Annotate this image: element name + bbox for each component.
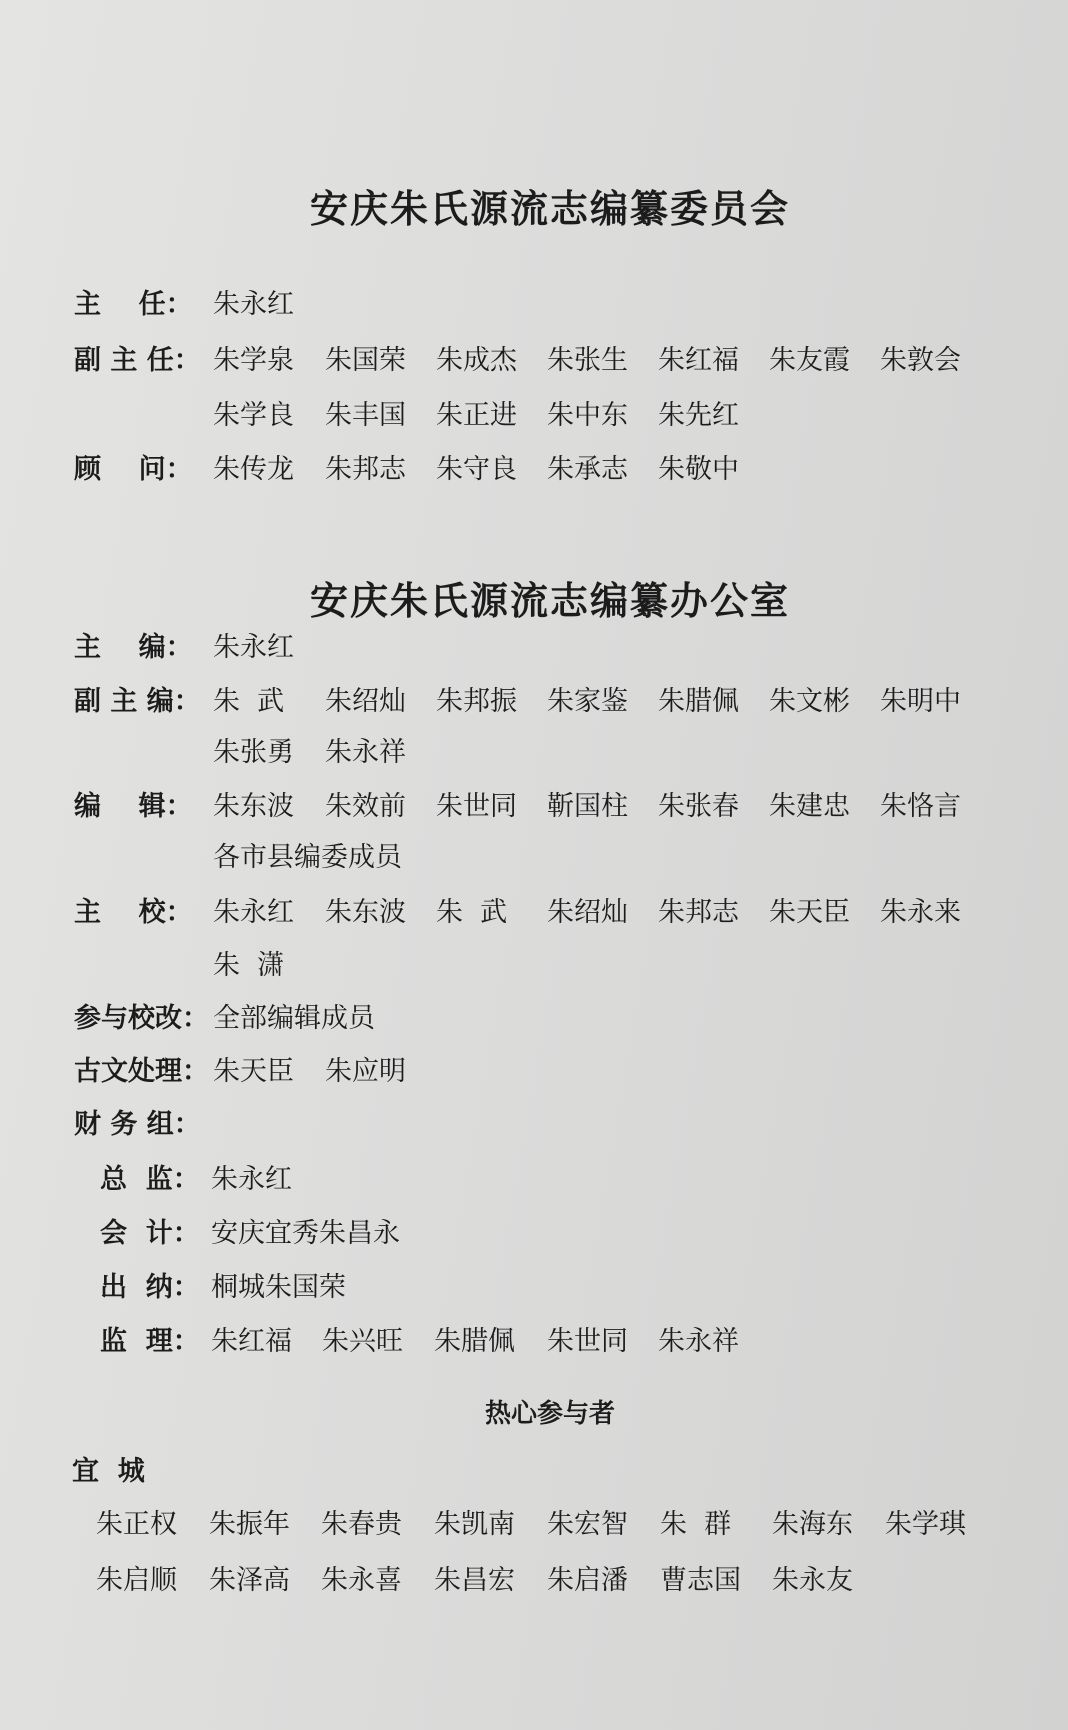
contributor-name: 曹志国 bbox=[660, 1565, 741, 1596]
proofreader-name: 朱东波 bbox=[325, 897, 406, 928]
finance-group-label: 财 务 组： bbox=[74, 1109, 201, 1140]
contributor-name: 朱振年 bbox=[209, 1509, 290, 1540]
deputy-director-name: 朱成杰 bbox=[436, 345, 517, 376]
advisor-name: 朱传龙 bbox=[213, 454, 294, 485]
editor-name: 各市县编委成员 bbox=[213, 842, 402, 873]
deputy-editor-label: 副 主 编： bbox=[74, 686, 201, 717]
supervisor-name: 朱红福 bbox=[211, 1326, 292, 1357]
deputy-editor-name: 朱明中 bbox=[880, 686, 961, 717]
proof-participants-name: 全部编辑成员 bbox=[213, 1003, 375, 1034]
contributor-name: 朱春贵 bbox=[321, 1509, 402, 1540]
classical-text-label: 古文处理： bbox=[74, 1056, 209, 1087]
committee-title: 安庆朱氏源流志编纂委员会 bbox=[309, 186, 790, 231]
region-label: 宜 城 bbox=[72, 1456, 145, 1487]
cashier-name: 桐城朱国荣 bbox=[211, 1272, 346, 1303]
accountant-name: 安庆宜秀朱昌永 bbox=[211, 1218, 400, 1249]
deputy-director-label: 副 主 任： bbox=[74, 345, 201, 376]
proofreader-name: 朱邦志 bbox=[658, 897, 739, 928]
editor-name: 朱效前 bbox=[325, 791, 406, 822]
contributor-name: 朱昌宏 bbox=[434, 1565, 515, 1596]
advisor-name: 朱邦志 bbox=[325, 454, 406, 485]
editor-name: 朱恪言 bbox=[880, 791, 961, 822]
deputy-director-name: 朱友霞 bbox=[769, 345, 850, 376]
deputy-editor-name: 朱张勇 bbox=[213, 737, 294, 768]
contributor-name: 朱启顺 bbox=[96, 1565, 177, 1596]
finance-director-name: 朱永红 bbox=[211, 1164, 292, 1195]
deputy-editor-name: 朱腊佩 bbox=[658, 686, 739, 717]
deputy-editor-name: 朱 武 bbox=[213, 686, 285, 717]
supervisor-name: 朱兴旺 bbox=[322, 1326, 403, 1357]
deputy-director-name: 朱中东 bbox=[547, 400, 628, 431]
cashier-label: 出 纳： bbox=[100, 1272, 200, 1303]
contributor-name: 朱永友 bbox=[772, 1565, 853, 1596]
deputy-director-name: 朱丰国 bbox=[325, 400, 406, 431]
proof-participants-label: 参与校改： bbox=[74, 1003, 209, 1034]
editor-label: 编 辑： bbox=[74, 791, 193, 822]
deputy-editor-name: 朱文彬 bbox=[769, 686, 850, 717]
proofreader-name: 朱 潇 bbox=[213, 950, 285, 981]
finance-director-label: 总 监： bbox=[100, 1164, 200, 1195]
deputy-director-name: 朱先红 bbox=[658, 400, 739, 431]
editor-name: 朱建忠 bbox=[769, 791, 850, 822]
contributor-name: 朱海东 bbox=[772, 1509, 853, 1540]
deputy-director-name: 朱国荣 bbox=[325, 345, 406, 376]
deputy-editor-name: 朱家鉴 bbox=[547, 686, 628, 717]
advisor-name: 朱守良 bbox=[436, 454, 517, 485]
chief-editor-name: 朱永红 bbox=[213, 632, 294, 663]
proofreader-name: 朱永来 bbox=[880, 897, 961, 928]
supervisor-name: 朱腊佩 bbox=[434, 1326, 515, 1357]
proofreader-name: 朱天臣 bbox=[769, 897, 850, 928]
contributor-name: 朱泽高 bbox=[209, 1565, 290, 1596]
deputy-director-name: 朱敦会 bbox=[880, 345, 961, 376]
contributor-name: 朱永喜 bbox=[321, 1565, 402, 1596]
contributor-name: 朱启潘 bbox=[547, 1565, 628, 1596]
contributor-name: 朱学琪 bbox=[885, 1509, 966, 1540]
deputy-director-name: 朱学良 bbox=[213, 400, 294, 431]
advisor-name: 朱承志 bbox=[547, 454, 628, 485]
supervisor-name: 朱世同 bbox=[547, 1326, 628, 1357]
advisor-name: 朱敬中 bbox=[658, 454, 739, 485]
deputy-editor-name: 朱永祥 bbox=[325, 737, 406, 768]
editor-name: 朱东波 bbox=[213, 791, 294, 822]
director-name: 朱永红 bbox=[213, 289, 294, 320]
advisor-label: 顾 问： bbox=[74, 454, 193, 485]
contributor-name: 朱凯南 bbox=[434, 1509, 515, 1540]
classical-text-name: 朱应明 bbox=[325, 1056, 406, 1087]
deputy-director-name: 朱正进 bbox=[436, 400, 517, 431]
contributor-name: 朱宏智 bbox=[547, 1509, 628, 1540]
deputy-director-name: 朱学泉 bbox=[213, 345, 294, 376]
deputy-editor-name: 朱邦振 bbox=[436, 686, 517, 717]
deputy-editor-name: 朱绍灿 bbox=[325, 686, 406, 717]
classical-text-name: 朱天臣 bbox=[213, 1056, 294, 1087]
supervisor-name: 朱永祥 bbox=[658, 1326, 739, 1357]
director-label: 主 任： bbox=[74, 289, 193, 320]
editor-name: 朱张春 bbox=[658, 791, 739, 822]
editor-name: 靳国柱 bbox=[547, 791, 628, 822]
contributor-name: 朱 群 bbox=[660, 1509, 732, 1540]
office-title: 安庆朱氏源流志编纂办公室 bbox=[309, 578, 790, 623]
editor-name: 朱世同 bbox=[436, 791, 517, 822]
supervisor-label: 监 理： bbox=[100, 1326, 200, 1357]
proofreader-name: 朱绍灿 bbox=[547, 897, 628, 928]
proofreader-name: 朱永红 bbox=[213, 897, 294, 928]
accountant-label: 会 计： bbox=[100, 1218, 200, 1249]
contributor-name: 朱正权 bbox=[96, 1509, 177, 1540]
chief-editor-label: 主 编： bbox=[74, 632, 193, 663]
proofreader-label: 主 校： bbox=[74, 897, 193, 928]
contributors-title: 热心参与者 bbox=[484, 1399, 615, 1429]
deputy-director-name: 朱红福 bbox=[658, 345, 739, 376]
proofreader-name: 朱 武 bbox=[436, 897, 508, 928]
deputy-director-name: 朱张生 bbox=[547, 345, 628, 376]
